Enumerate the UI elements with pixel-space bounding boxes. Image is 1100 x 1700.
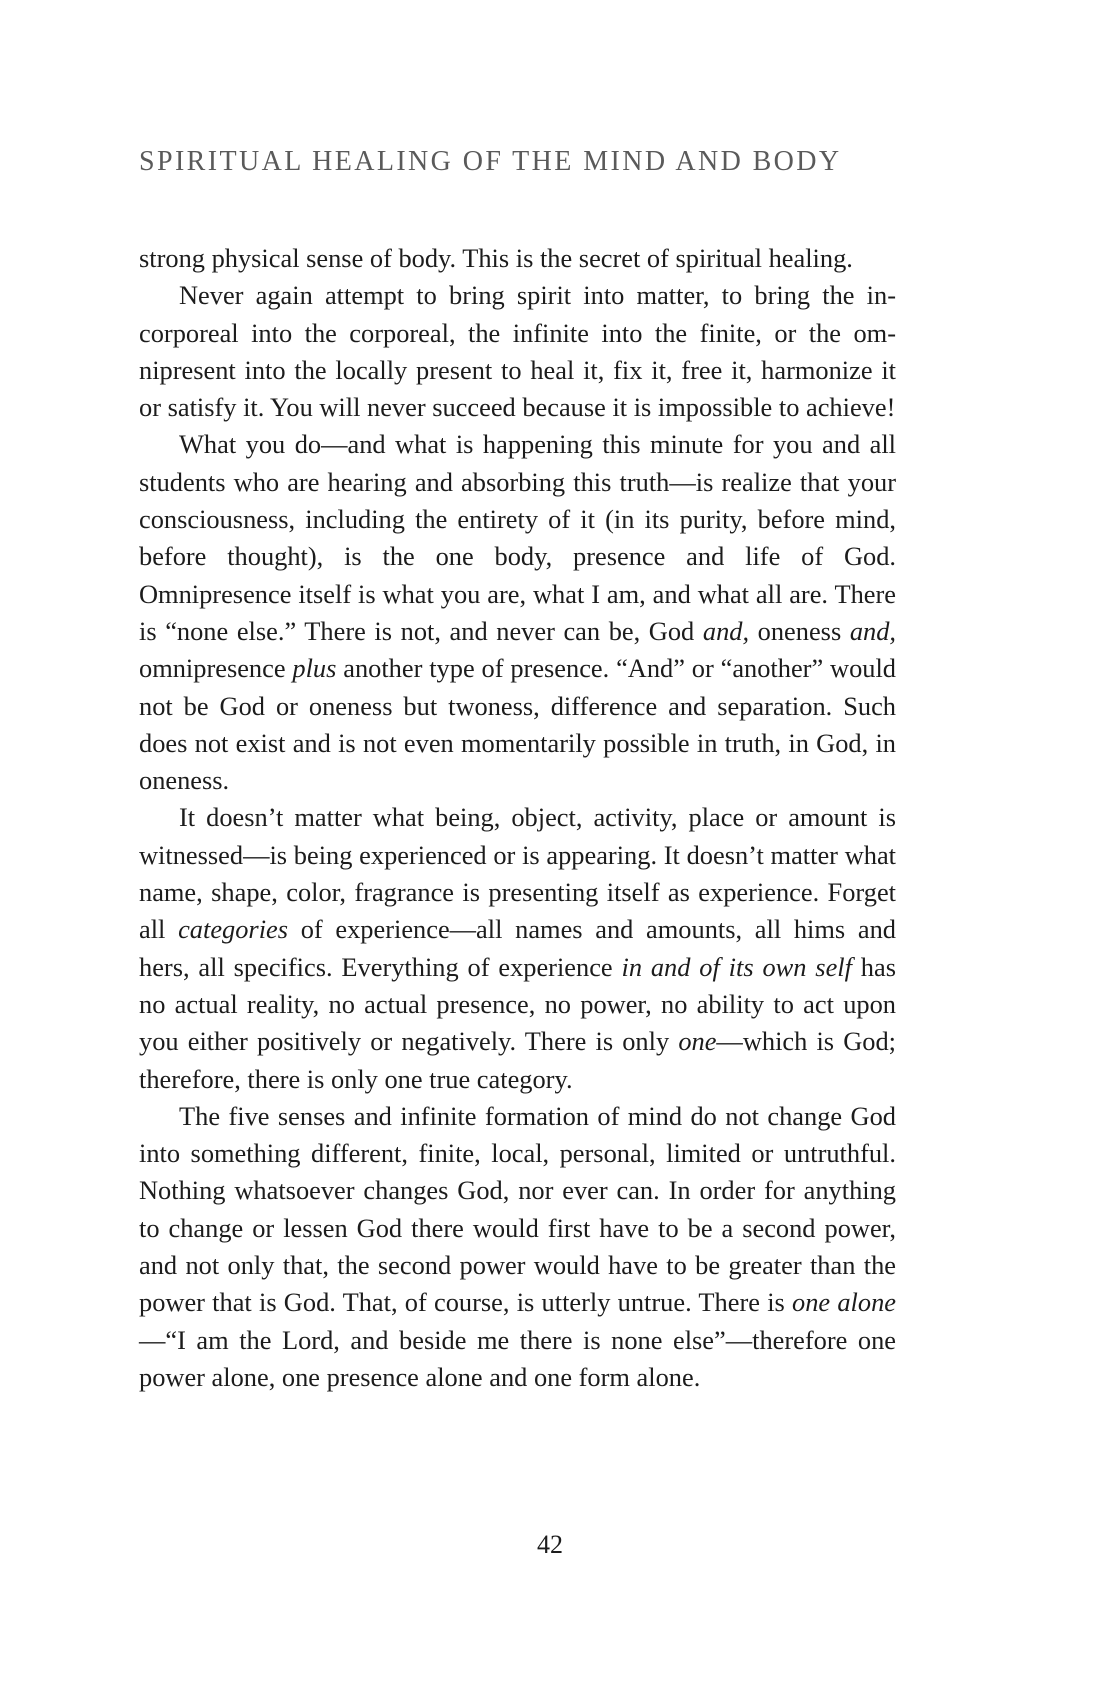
paragraph bbox=[139, 277, 896, 426]
paragraph bbox=[139, 1098, 896, 1396]
text-run: oneness bbox=[749, 615, 850, 646]
text-run: strong physical sense of body. This is the secret of spiritual healing. bbox=[139, 243, 853, 273]
text-run: —which is God; therefore, there is only one true category. bbox=[139, 1026, 896, 1094]
italic-text-run: and, bbox=[702, 615, 750, 646]
text-run: It doesn’t matter what being, object, activity, place or amount is witnessed—is being experienced or is appearing. It doesn’t matter what name, shape, color, fragrance is presenting itself as experience. Forget all bbox=[139, 802, 896, 945]
body-text bbox=[139, 240, 896, 1396]
text-run: has no actual reality, no actual presence, no power, no ability to act upon you either positively or negatively. There is only bbox=[139, 951, 896, 1057]
text-run: of experience—all names and amounts, all hims and hers, all specifics. Everything of experience bbox=[139, 914, 896, 982]
running-head-title: SPIRITUAL HEALING OF THE MIND AND BODY bbox=[139, 146, 842, 177]
text-run: omnipresence bbox=[139, 653, 293, 684]
italic-text-run: in and of its own self bbox=[621, 951, 852, 982]
italic-text-run: plus bbox=[292, 653, 337, 684]
italic-text-run: categories bbox=[178, 914, 289, 945]
paragraph bbox=[139, 426, 896, 799]
italic-text-run: one bbox=[678, 1026, 717, 1057]
text-run: Never again attempt to bring spirit into matter, to bring the incorporeal into the corporeal, the infinite into the finite, or the omnipresent into the locally present to heal it, fix it, free it, harmonize it or satisfy it. You will never succeed because it is impossible to achieve! bbox=[139, 280, 896, 423]
text-run: The five senses and infinite formation of mind do not change God into something different, finite, local, personal, limited or untruthful. Nothing whatsoever changes God, nor ever can. In order for anything to change or lessen God there would first have to be a second power, and not only that, the second power would have to be greater than the power that is God. That, of course, is utterly untrue. There is bbox=[139, 1100, 896, 1318]
italic-text-run: and, bbox=[849, 615, 897, 646]
text-run: another type of presence. “And” or “another” would not be God or oneness but twoness, difference and separation. Such does not exist and is not even momentarily possible in truth, in God, in oneness. bbox=[139, 653, 896, 796]
paragraph bbox=[139, 799, 896, 1097]
text-run: What you do—and what is happening this minute for you and all students who are hearing and absorbing this truth—is realize that your consciousness, including the entirety of it (in its purity, before mind, before thought), is the one body, presence and life of God. Omnipresence itself is what you are, what I am, and what all are. There is “none else.” There is not, and never can be, God bbox=[139, 429, 896, 646]
italic-text-run: one alone bbox=[792, 1287, 896, 1318]
page-number: 42 bbox=[537, 1530, 563, 1559]
text-run: —“I am the Lord, and beside me there is none else”—therefore one power alone, one presence alone and one form alone. bbox=[139, 1324, 896, 1392]
paragraph bbox=[139, 240, 896, 277]
